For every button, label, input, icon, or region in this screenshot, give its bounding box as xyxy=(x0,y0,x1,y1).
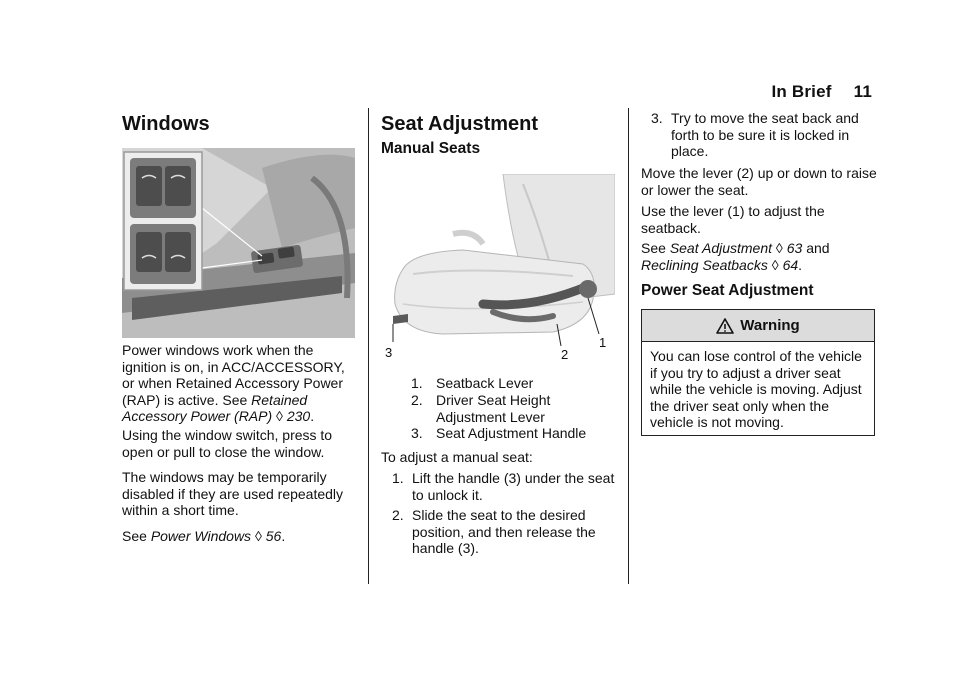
page-reference-arrow-icon: ◊ xyxy=(272,408,287,424)
callout-3: 3 xyxy=(385,345,393,360)
seat-see-also: See Seat Adjustment ◊ 63 and Reclining Seatbacks ◊ 64. xyxy=(641,240,830,273)
list-item: 3. Seat Adjustment Handle xyxy=(411,425,587,441)
column-divider xyxy=(628,108,629,584)
running-header xyxy=(771,82,872,102)
list-item: 2. Slide the seat to the desired position, and then release the handle (3). xyxy=(392,507,596,556)
warning-box xyxy=(641,309,875,436)
page-reference-arrow-icon: ◊ xyxy=(251,528,266,544)
warning-header xyxy=(642,310,874,342)
manual-seat-illustration xyxy=(383,174,615,364)
page-reference-arrow-icon: ◊ xyxy=(767,256,783,273)
seatback-paragraph: Use the lever (1) to adjust the seatback. xyxy=(641,203,825,236)
warning-text: You can lose control of the vehicle if you try to adjust a driver seat while the vehicle is moving. Adjust the driver seat only when the vehicle is not moving. xyxy=(650,348,862,430)
callout-1: 1 xyxy=(599,335,607,350)
page-number: 11 xyxy=(853,82,872,101)
windows-see-also: See Power Windows ◊ 56. xyxy=(122,528,286,544)
list-item: 3. Try to move the seat back and forth to be sure it is locked in place. xyxy=(651,110,859,159)
section-name: In Brief xyxy=(771,82,832,101)
window-switch-illustration xyxy=(122,148,355,338)
warning-label: Warning xyxy=(740,317,800,334)
power-seat-heading: Power Seat Adjustment xyxy=(641,282,814,299)
windows-paragraph-3: The windows may be temporarily disabled if they are used repeatedly within a short time. xyxy=(122,469,344,518)
windows-paragraph-1: Power windows work when the ignition is on, in ACC/ACCESSORY, or when Retained Accessory Power (RAP) is active. See Retained Accessory Power (RAP) ◊ 230. xyxy=(122,342,345,424)
callout-2: 2 xyxy=(561,347,569,362)
page-reference-arrow-icon: ◊ xyxy=(772,240,787,256)
list-item: 1. Seatback Lever xyxy=(411,375,534,391)
seat-adjustment-heading: Seat Adjustment xyxy=(381,113,539,135)
list-item: 2. Driver Seat Height Adjustment Lever xyxy=(411,392,551,425)
windows-heading: Windows xyxy=(122,113,210,135)
windows-paragraph-2: Using the window switch, press to open or pull to close the window. xyxy=(122,427,333,460)
column-divider xyxy=(368,108,369,584)
manual-seats-heading: Manual Seats xyxy=(381,140,481,157)
seat-height-paragraph: Move the lever (2) up or down to raise or lower the seat. xyxy=(641,165,877,198)
list-item: 1. Lift the handle (3) under the seat to unlock it. xyxy=(392,470,615,503)
manual-seat-intro: To adjust a manual seat: xyxy=(381,449,533,465)
warning-triangle-icon xyxy=(716,318,734,334)
